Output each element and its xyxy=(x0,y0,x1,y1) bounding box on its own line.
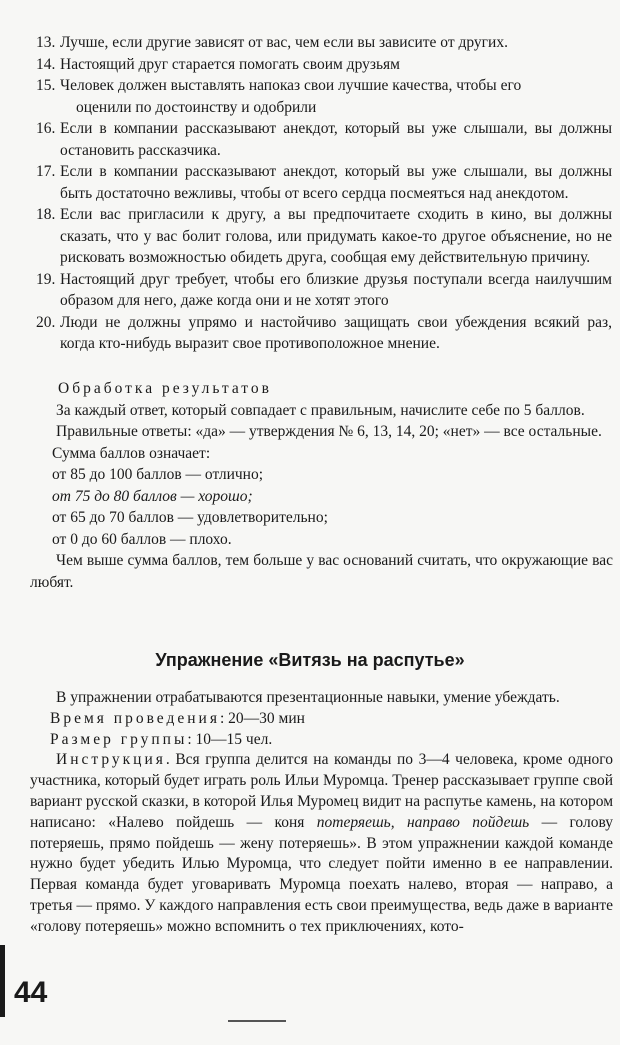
statement-text: Настоящий друг требует, чтобы его близкие друзья поступали всегда наилучшим образом для него, даже когда они и не хотят этого xyxy=(60,270,612,309)
exercise-intro: В упражнении отрабатываются презентационные навыки, умение убеждать. xyxy=(56,689,560,706)
score-range-good: от 75 до 80 баллов — хорошо; xyxy=(52,487,253,505)
instruction-label: Инструкция xyxy=(56,751,166,769)
sum-intro: Сумма баллов означает: xyxy=(52,444,211,462)
instruction-text-a: . Вся группа делится на команды по 3—4 человека, кроме одного участника, который будет играть роль Ильи Муромца. Тренер рассказывает группе свой вариант русской сказки, в которой Илья Муромец видит на распутье камень, на котором написано: «Налево пойдешь — коня xyxy=(30,751,613,831)
exercise-heading: Упражнение «Витязь на распутье» xyxy=(155,650,465,670)
statement-list xyxy=(0,32,620,355)
processing-section xyxy=(30,378,613,593)
statement-text: Люди не должны упрямо и настойчиво защищать свои убеждения всякий раз, когда кто-нибудь выразит свое противоположное мнение. xyxy=(60,313,612,352)
statement-19 xyxy=(0,269,620,312)
statement-20 xyxy=(0,312,620,355)
statement-number: 17. xyxy=(36,163,56,180)
statement-text: Человек должен выставлять напоказ свои лучшие качества, чтобы его xyxy=(60,77,522,94)
page-number: 44 xyxy=(14,976,48,1009)
statement-number: 18. xyxy=(36,206,56,223)
exercise-section xyxy=(30,688,613,938)
statement-number: 20. xyxy=(36,313,56,331)
statement-number: 15. xyxy=(36,77,56,94)
statement-15 xyxy=(0,75,620,118)
statement-18 xyxy=(0,204,620,269)
statement-text: Если в компании рассказывают анекдот, который вы уже слышали, вы должны быть достаточно вежливы, чтобы от всего сердца посмеяться над анекдотом. xyxy=(60,163,612,202)
statement-text-continued: оценили по достоинству и одобрили xyxy=(76,98,317,116)
statement-17 xyxy=(0,161,620,204)
instruction-text-b: — голову потеряешь, прямо пойдешь — жену потеряешь». В этом упражнении каждой команде нужно будет убедить Илью Муромца, что следует пойти именно в ее направлении. Первая команда будет уговаривать Муромца поехать налево, вторая — направо, а третья — прямо. У каждого направления есть свои преимущества, ведь даже в варианте «голову потеряешь» можно вспомнить о тех приключениях, кото- xyxy=(30,813,613,935)
group-size-value: : 10—15 чел. xyxy=(187,730,273,748)
time-value: : 20—30 мин xyxy=(219,709,305,727)
processing-paragraph-answers: Правильные ответы: «да» — утверждения № 6, 13, 14, 20; «нет» — все остальные. xyxy=(56,423,602,440)
time-label: Время проведения xyxy=(50,709,220,727)
exercise-instruction xyxy=(30,750,613,937)
statement-14 xyxy=(0,54,620,76)
exercise-group-size xyxy=(30,730,613,751)
score-range-poor: от 0 до 60 баллов — плохо. xyxy=(52,530,232,548)
score-range-excellent: от 85 до 100 баллов — отлично; xyxy=(52,466,264,483)
statement-number: 16. xyxy=(36,120,56,137)
processing-conclusion: Чем выше сумма баллов, тем больше у вас оснований считать, что окружающие вас любят. xyxy=(30,552,613,591)
statement-text: Настоящий друг старается помогать своим друзьям xyxy=(60,55,400,73)
statement-text: Если вас пригласили к другу, а вы предпочитаете сходить в кино, вы должны сказать, что у вас болит голова, или придумать какое-то другое объяснение, но не рисковать возможностью обидеть друга, сообщая ему действительную причину. xyxy=(60,206,612,266)
statement-text: Если в компании рассказывают анекдот, который вы уже слышали, вы должны остановить рассказчика. xyxy=(60,120,612,159)
processing-paragraph-points: За каждый ответ, который совпадает с правильным, начислите себе по 5 баллов. xyxy=(56,401,585,419)
group-size-label: Размер группы xyxy=(50,730,188,748)
instruction-italic: потеряешь, направо пойдешь xyxy=(316,813,530,831)
statement-number: 19. xyxy=(36,270,56,288)
margin-bar xyxy=(0,945,5,1017)
statement-13 xyxy=(0,32,620,54)
score-range-satisfactory: от 65 до 70 баллов — удовлетворительно; xyxy=(52,509,328,526)
statement-number: 13. xyxy=(36,34,56,51)
statement-number: 14. xyxy=(36,55,56,73)
statement-16 xyxy=(0,118,620,161)
processing-title: Обработка результатов xyxy=(58,380,272,397)
exercise-time xyxy=(30,709,613,730)
footer-rule xyxy=(228,1020,286,1022)
statement-text: Лучше, если другие зависят от вас, чем если вы зависите от других. xyxy=(60,34,508,51)
